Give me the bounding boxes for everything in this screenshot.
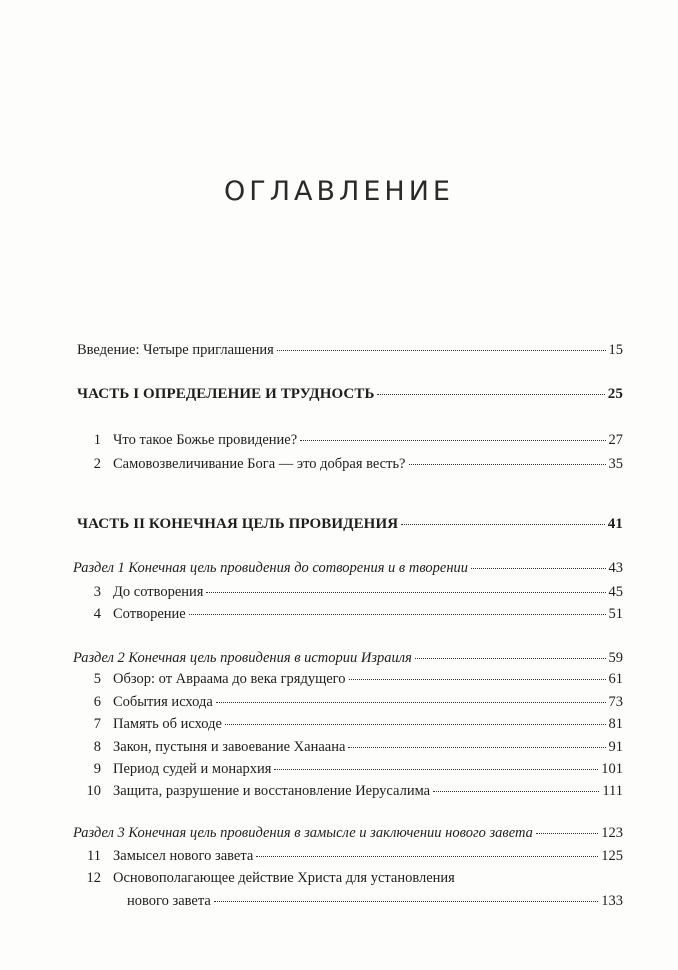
page-number: 73 (608, 694, 623, 710)
page-number: 81 (608, 716, 623, 732)
dot-leader (216, 702, 606, 703)
page-number: 15 (608, 342, 623, 358)
page-number: 35 (608, 456, 623, 472)
page-number: 59 (608, 650, 623, 666)
chapter-number: 11 (87, 848, 101, 864)
chapter-label: Обзор: от Авраама до века грядущего (113, 671, 346, 687)
chapter-label: Сотворение (113, 606, 186, 622)
page-number: 51 (608, 606, 623, 622)
toc-chapter-1[interactable] (77, 432, 623, 449)
toc-chapter-6[interactable] (77, 694, 623, 711)
page-number: 111 (602, 783, 623, 799)
dot-leader (189, 614, 606, 615)
dot-leader (536, 833, 598, 834)
dot-leader (256, 856, 598, 857)
chapter-label: Замысел нового завета (113, 848, 254, 864)
toc-chapter-8[interactable] (77, 739, 623, 756)
toc-section-1[interactable] (73, 560, 623, 577)
page-number: 125 (601, 848, 623, 864)
chapter-label: Защита, разрушение и восстановление Иерусалима (113, 783, 431, 799)
toc-section-3[interactable] (73, 825, 623, 842)
chapter-label: Память об исходе (113, 716, 222, 732)
dot-leader (214, 901, 598, 902)
toc-chapter-10[interactable] (77, 783, 623, 800)
chapter-number: 5 (93, 671, 101, 687)
chapter-number: 8 (93, 739, 101, 755)
part-label: ЧАСТЬ I ОПРЕДЕЛЕНИЕ И ТРУДНОСТЬ (77, 386, 375, 402)
page-number: 41 (607, 516, 623, 532)
toc-chapter-4[interactable] (77, 606, 623, 623)
dot-leader (277, 350, 606, 351)
chapter-label: Период судей и монархия (113, 761, 272, 777)
page-title: ОГЛАВЛЕНИЕ (224, 176, 454, 207)
part-label: ЧАСТЬ II КОНЕЧНАЯ ЦЕЛЬ ПРОВИДЕНИЯ (77, 516, 399, 532)
dot-leader (206, 592, 605, 593)
page-number: 61 (608, 671, 623, 687)
dot-leader (274, 769, 598, 770)
toc-chapter-12[interactable] (77, 870, 623, 910)
toc-chapter-3[interactable] (77, 584, 623, 601)
dot-leader (300, 440, 605, 441)
chapter-label: Самовозвеличивание Бога — это добрая весть? (113, 456, 406, 472)
dot-leader (401, 524, 605, 525)
chapter-label: До сотворения (113, 584, 204, 600)
toc-section-2[interactable] (73, 650, 623, 667)
dot-leader (349, 679, 606, 680)
dot-leader (348, 747, 605, 748)
chapter-number: 10 (86, 783, 101, 799)
chapter-label: Закон, пустыня и завоевание Ханаана (113, 739, 346, 755)
chapter-number: 9 (93, 761, 101, 777)
page-number: 91 (608, 739, 623, 755)
toc-entry-intro[interactable] (77, 342, 623, 359)
page-number: 133 (601, 893, 623, 909)
chapter-number: 7 (93, 716, 101, 732)
chapter-label-line1: Основополагающее действие Христа для установления (113, 870, 455, 886)
page-number: 123 (601, 825, 623, 841)
chapter-label: События исхода (113, 694, 213, 710)
entry-label: Введение: Четыре приглашения (77, 342, 274, 358)
chapter-number: 4 (93, 606, 101, 622)
toc-part-1[interactable] (77, 386, 623, 403)
toc-part-2[interactable] (77, 516, 623, 533)
dot-leader (433, 791, 599, 792)
chapter-number: 12 (86, 870, 101, 886)
chapter-label: Что такое Божье провидение? (113, 432, 298, 448)
page-number: 45 (608, 584, 623, 600)
toc-chapter-7[interactable] (77, 716, 623, 733)
dot-leader (225, 724, 606, 725)
dot-leader (471, 568, 605, 569)
toc-chapter-2[interactable] (77, 456, 623, 473)
toc-chapter-5[interactable] (77, 671, 623, 688)
chapter-label-line2: нового завета (127, 893, 211, 909)
chapter-number: 2 (93, 456, 101, 472)
page-number: 27 (608, 432, 623, 448)
page-number: 25 (607, 386, 623, 402)
dot-leader (409, 464, 606, 465)
section-label: Раздел 3 Конечная цель провидения в замысле и заключении нового завета (73, 825, 533, 841)
chapter-number: 6 (93, 694, 101, 710)
dot-leader (415, 658, 606, 659)
chapter-number: 1 (93, 432, 101, 448)
toc-chapter-9[interactable] (77, 761, 623, 778)
dot-leader (377, 394, 604, 395)
toc-chapter-11[interactable] (77, 848, 623, 865)
chapter-number: 3 (93, 584, 101, 600)
section-label: Раздел 1 Конечная цель провидения до сотворения и в творении (73, 560, 469, 576)
page-number: 43 (608, 560, 623, 576)
section-label: Раздел 2 Конечная цель провидения в истории Израиля (73, 650, 412, 666)
page-number: 101 (601, 761, 623, 777)
